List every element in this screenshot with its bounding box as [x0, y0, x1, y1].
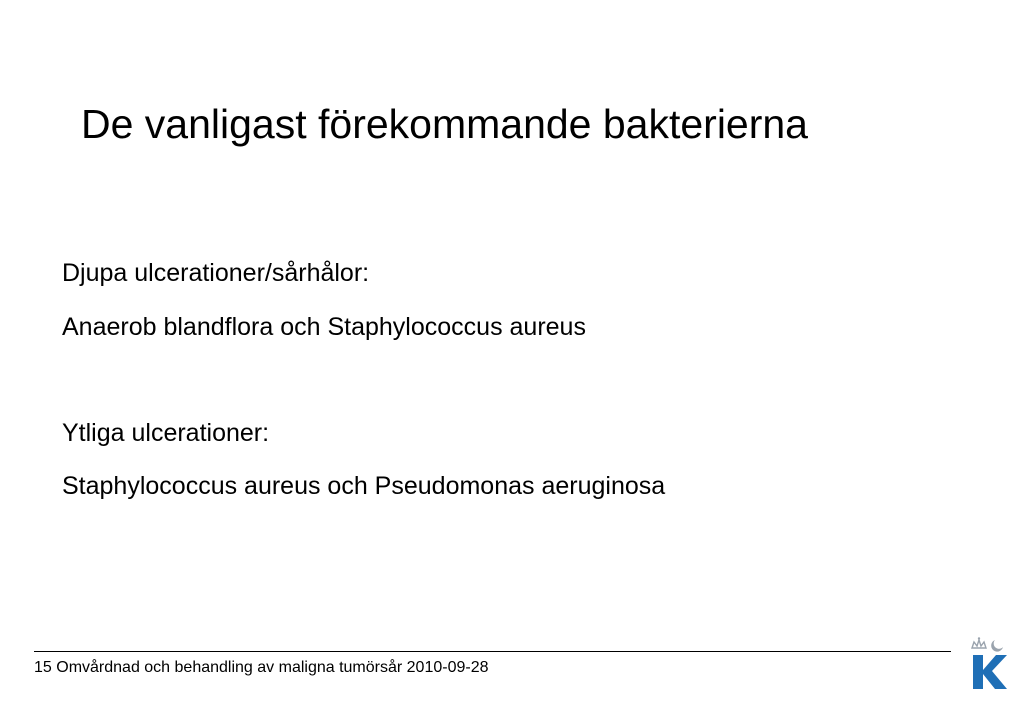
- footer-text: 15 Omvårdnad och behandling av maligna tumörsår 2010-09-28: [34, 659, 489, 676]
- subheading-deep-ulcerations: Djupa ulcerationer/sårhålor:: [62, 259, 370, 287]
- bacteria-deep-ulcerations: Anaerob blandflora och Staphylococcus aureus: [62, 313, 586, 341]
- crown-k-logo-icon: [968, 634, 1008, 694]
- bacteria-superficial-ulcerations: Staphylococcus aureus och Pseudomonas aeruginosa: [62, 472, 666, 500]
- subheading-superficial-ulcerations: Ytliga ulcerationer:: [62, 419, 270, 447]
- slide-title: De vanligast förekommande bakterierna: [81, 101, 808, 147]
- footer-divider: [34, 651, 951, 652]
